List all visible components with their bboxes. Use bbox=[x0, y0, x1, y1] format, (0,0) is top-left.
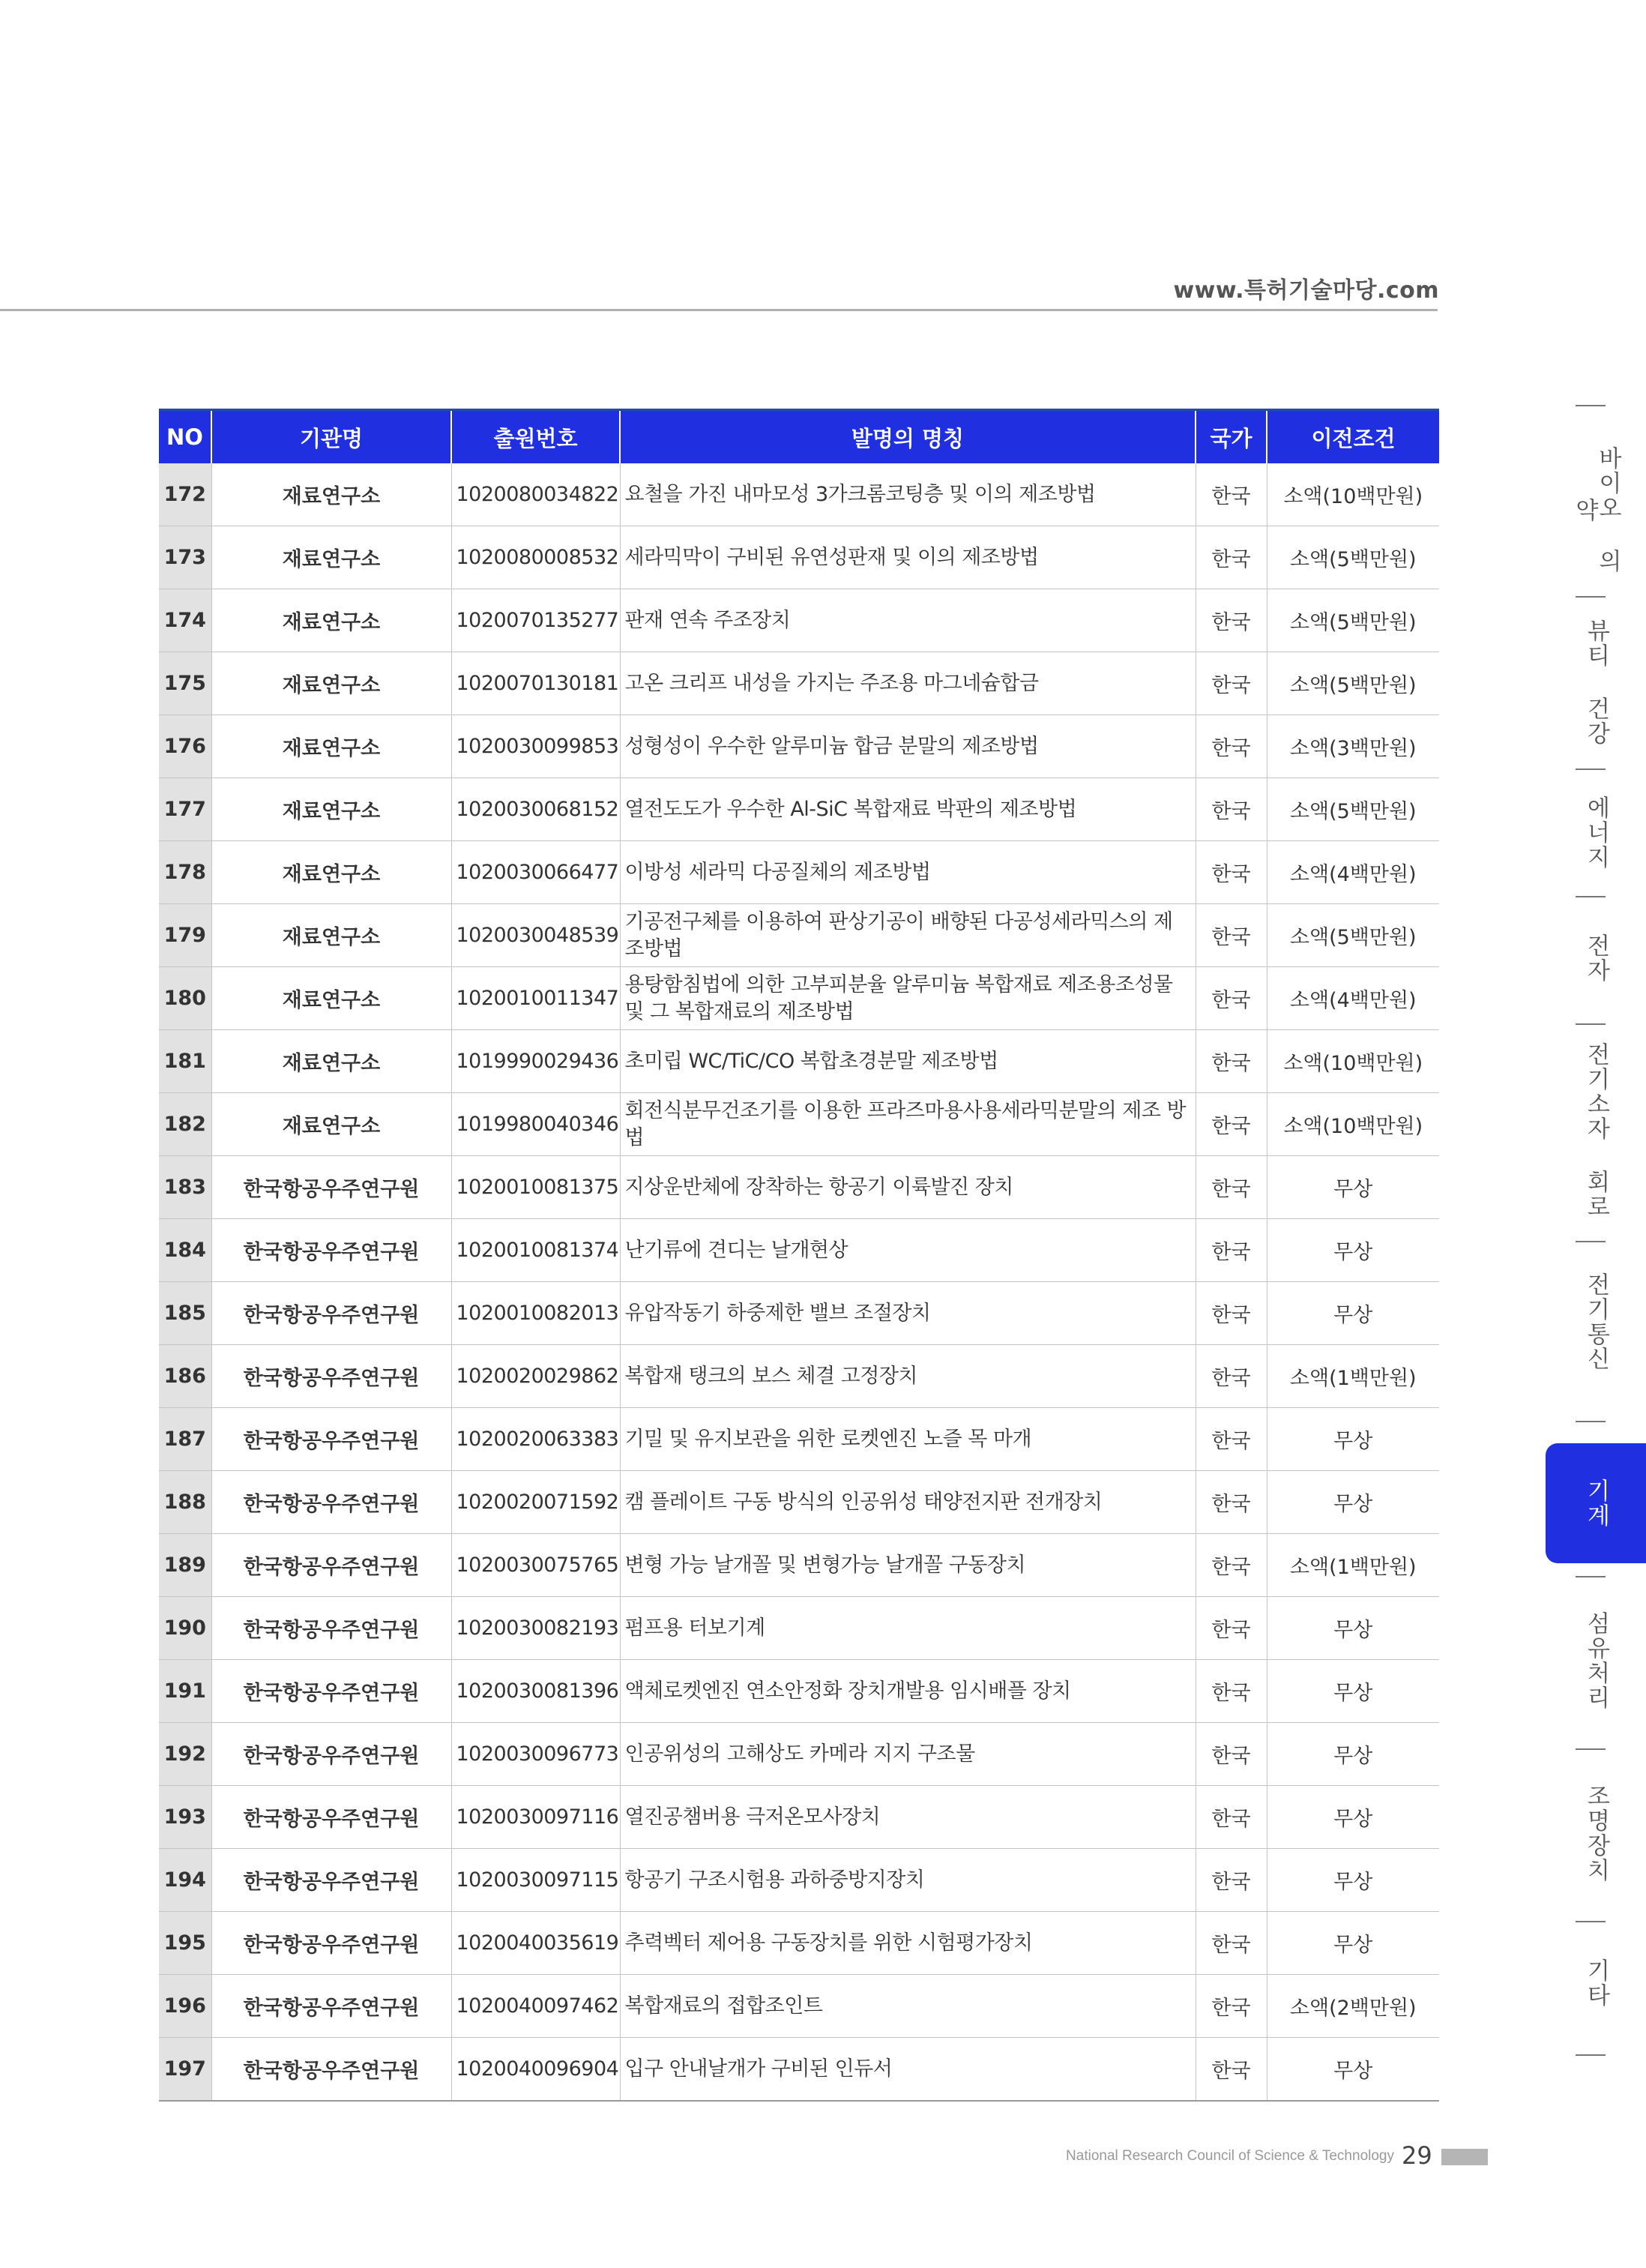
invention-title: 지상운반체에 장착하는 항공기 이륙발진 장치 bbox=[620, 1156, 1196, 1219]
application-number: 1020030068152 bbox=[451, 778, 620, 841]
invention-title: 항공기 구조시험용 과하중방지장치 bbox=[620, 1849, 1196, 1912]
table-row bbox=[159, 1849, 1439, 1912]
organization-name: 재료연구소 bbox=[211, 1030, 451, 1093]
transfer-condition: 무상 bbox=[1267, 2038, 1439, 2102]
header-divider bbox=[0, 309, 1438, 311]
invention-title: 복합재 탱크의 보스 체결 고정장치 bbox=[620, 1345, 1196, 1408]
transfer-condition: 무상 bbox=[1267, 1156, 1439, 1219]
organization-name: 한국항공우주연구원 bbox=[211, 1408, 451, 1471]
table-row bbox=[159, 2038, 1439, 2102]
organization-name: 재료연구소 bbox=[211, 589, 451, 652]
invention-title: 판재 연속 주조장치 bbox=[620, 589, 1196, 652]
table-row bbox=[159, 1093, 1439, 1156]
application-number: 1020030066477 bbox=[451, 841, 620, 904]
country: 한국 bbox=[1196, 1030, 1267, 1093]
invention-title: 캠 플레이트 구동 방식의 인공위성 태양전지판 전개장치 bbox=[620, 1471, 1196, 1534]
table-row bbox=[159, 1345, 1439, 1408]
row-number: 177 bbox=[159, 778, 211, 841]
row-number: 176 bbox=[159, 715, 211, 778]
country: 한국 bbox=[1196, 1282, 1267, 1345]
side-nav-label: 전자 bbox=[1582, 933, 1610, 983]
table-row bbox=[159, 1975, 1439, 2038]
country: 한국 bbox=[1196, 841, 1267, 904]
table-row bbox=[159, 526, 1439, 589]
transfer-condition: 소액(5백만원) bbox=[1267, 526, 1439, 589]
application-number: 1020040035619 bbox=[451, 1912, 620, 1975]
application-number: 1020030097116 bbox=[451, 1786, 620, 1849]
transfer-condition: 소액(5백만원) bbox=[1267, 904, 1439, 967]
invention-title: 펌프용 터보기계 bbox=[620, 1597, 1196, 1660]
row-number: 193 bbox=[159, 1786, 211, 1849]
table-row bbox=[159, 904, 1439, 967]
category-side-nav bbox=[1546, 405, 1646, 2099]
row-number: 175 bbox=[159, 652, 211, 715]
site-url[interactable]: www.특허기술마당.com bbox=[1173, 277, 1439, 304]
side-nav-label: 섬유처리 bbox=[1582, 1611, 1610, 1710]
country: 한국 bbox=[1196, 526, 1267, 589]
country: 한국 bbox=[1196, 2038, 1267, 2102]
application-number: 1019980040346 bbox=[451, 1093, 620, 1156]
column-header-application-number: 출원번호 bbox=[451, 410, 620, 464]
organization-name: 한국항공우주연구원 bbox=[211, 1723, 451, 1786]
organization-name: 한국항공우주연구원 bbox=[211, 1786, 451, 1849]
invention-title: 요철을 가진 내마모성 3가크롬코팅층 및 이의 제조방법 bbox=[620, 463, 1196, 526]
application-number: 1020030081396 bbox=[451, 1660, 620, 1723]
side-nav-label: 조명장치 bbox=[1582, 1784, 1610, 1883]
table-row bbox=[159, 1030, 1439, 1093]
invention-title: 세라믹막이 구비된 유연성판재 및 이의 제조방법 bbox=[620, 526, 1196, 589]
nav-divider bbox=[1576, 768, 1606, 770]
country: 한국 bbox=[1196, 1975, 1267, 2038]
table-row bbox=[159, 652, 1439, 715]
organization-name: 한국항공우주연구원 bbox=[211, 1219, 451, 1282]
application-number: 1020010011347 bbox=[451, 967, 620, 1030]
nav-divider bbox=[1576, 1921, 1606, 1922]
table-row bbox=[159, 1282, 1439, 1345]
invention-title: 열진공챔버용 극저온모사장치 bbox=[620, 1786, 1196, 1849]
organization-name: 한국항공우주연구원 bbox=[211, 1597, 451, 1660]
organization-name: 한국항공우주연구원 bbox=[211, 1471, 451, 1534]
side-nav-item[interactable] bbox=[1546, 1251, 1646, 1393]
transfer-condition: 소액(1백만원) bbox=[1267, 1534, 1439, 1597]
column-header-country: 국가 bbox=[1196, 410, 1267, 464]
country: 한국 bbox=[1196, 1912, 1267, 1975]
invention-title: 난기류에 견디는 날개현상 bbox=[620, 1219, 1196, 1282]
table-row bbox=[159, 1156, 1439, 1219]
row-number: 195 bbox=[159, 1912, 211, 1975]
invention-title: 회전식분무건조기를 이용한 프라즈마용사용세라믹분말의 제조 방법 bbox=[620, 1093, 1196, 1156]
side-nav-label: 기계 bbox=[1582, 1479, 1610, 1528]
country: 한국 bbox=[1196, 1597, 1267, 1660]
application-number: 1020030048539 bbox=[451, 904, 620, 967]
transfer-condition: 무상 bbox=[1267, 1471, 1439, 1534]
side-nav-item[interactable] bbox=[1546, 1758, 1646, 1908]
application-number: 1020020029862 bbox=[451, 1345, 620, 1408]
transfer-condition: 무상 bbox=[1267, 1597, 1439, 1660]
country: 한국 bbox=[1196, 1156, 1267, 1219]
row-number: 182 bbox=[159, 1093, 211, 1156]
side-nav-item[interactable] bbox=[1546, 906, 1646, 1011]
application-number: 1020040096904 bbox=[451, 2038, 620, 2102]
row-number: 173 bbox=[159, 526, 211, 589]
row-number: 189 bbox=[159, 1534, 211, 1597]
row-number: 191 bbox=[159, 1660, 211, 1723]
invention-title: 성형성이 우수한 알루미늄 합금 분말의 제조방법 bbox=[620, 715, 1196, 778]
organization-name: 재료연구소 bbox=[211, 715, 451, 778]
application-number: 1020070135277 bbox=[451, 589, 620, 652]
table-row bbox=[159, 715, 1439, 778]
table-row bbox=[159, 1597, 1439, 1660]
table-row bbox=[159, 1723, 1439, 1786]
table-row bbox=[159, 1534, 1439, 1597]
nav-divider bbox=[1576, 1023, 1606, 1025]
transfer-condition: 소액(1백만원) bbox=[1267, 1345, 1439, 1408]
column-header-no: NO bbox=[159, 410, 211, 464]
invention-title: 입구 안내날개가 구비된 인듀서 bbox=[620, 2038, 1196, 2102]
organization-name: 한국항공우주연구원 bbox=[211, 1975, 451, 2038]
side-nav-label: 전기통신 bbox=[1582, 1272, 1610, 1371]
transfer-condition: 무상 bbox=[1267, 1723, 1439, 1786]
country: 한국 bbox=[1196, 1723, 1267, 1786]
transfer-condition: 무상 bbox=[1267, 1660, 1439, 1723]
country: 한국 bbox=[1196, 1219, 1267, 1282]
application-number: 1019990029436 bbox=[451, 1030, 620, 1093]
transfer-condition: 무상 bbox=[1267, 1912, 1439, 1975]
organization-name: 한국항공우주연구원 bbox=[211, 1345, 451, 1408]
patent-table bbox=[159, 409, 1439, 2102]
country: 한국 bbox=[1196, 1849, 1267, 1912]
country: 한국 bbox=[1196, 1534, 1267, 1597]
row-number: 192 bbox=[159, 1723, 211, 1786]
table-row bbox=[159, 589, 1439, 652]
footer-organization: National Research Council of Science & Technology bbox=[1066, 2148, 1394, 2164]
organization-name: 한국항공우주연구원 bbox=[211, 1156, 451, 1219]
country: 한국 bbox=[1196, 778, 1267, 841]
country: 한국 bbox=[1196, 715, 1267, 778]
organization-name: 재료연구소 bbox=[211, 967, 451, 1030]
nav-divider bbox=[1576, 1576, 1606, 1577]
organization-name: 한국항공우주연구원 bbox=[211, 1849, 451, 1912]
application-number: 1020030082193 bbox=[451, 1597, 620, 1660]
application-number: 1020010081374 bbox=[451, 1219, 620, 1282]
country: 한국 bbox=[1196, 904, 1267, 967]
country: 한국 bbox=[1196, 967, 1267, 1030]
country: 한국 bbox=[1196, 1660, 1267, 1723]
country: 한국 bbox=[1196, 463, 1267, 526]
organization-name: 한국항공우주연구원 bbox=[211, 1660, 451, 1723]
nav-divider bbox=[1576, 1241, 1606, 1242]
application-number: 1020030096773 bbox=[451, 1723, 620, 1786]
row-number: 187 bbox=[159, 1408, 211, 1471]
side-nav-item[interactable] bbox=[1546, 1586, 1646, 1736]
transfer-condition: 소액(5백만원) bbox=[1267, 778, 1439, 841]
country: 한국 bbox=[1196, 589, 1267, 652]
table-row bbox=[159, 1219, 1439, 1282]
side-nav-item[interactable] bbox=[1546, 1033, 1646, 1228]
transfer-condition: 무상 bbox=[1267, 1219, 1439, 1282]
row-number: 185 bbox=[159, 1282, 211, 1345]
row-number: 180 bbox=[159, 967, 211, 1030]
page-number: 29 bbox=[1402, 2141, 1432, 2170]
transfer-condition: 소액(2백만원) bbox=[1267, 1975, 1439, 2038]
organization-name: 재료연구소 bbox=[211, 526, 451, 589]
table-row bbox=[159, 1912, 1439, 1975]
application-number: 1020020063383 bbox=[451, 1408, 620, 1471]
invention-title: 변형 가능 날개꼴 및 변형가능 날개꼴 구동장치 bbox=[620, 1534, 1196, 1597]
country: 한국 bbox=[1196, 1345, 1267, 1408]
application-number: 1020030097115 bbox=[451, 1849, 620, 1912]
invention-title: 열전도도가 우수한 Al-SiC 복합재료 박판의 제조방법 bbox=[620, 778, 1196, 841]
invention-title: 초미립 WC/TiC/CO 복합초경분말 제조방법 bbox=[620, 1030, 1196, 1093]
table-row bbox=[159, 1471, 1439, 1534]
organization-name: 재료연구소 bbox=[211, 904, 451, 967]
nav-divider bbox=[1576, 896, 1606, 897]
application-number: 1020020071592 bbox=[451, 1471, 620, 1534]
side-nav-label: 바이오 의약 bbox=[1571, 446, 1621, 574]
row-number: 179 bbox=[159, 904, 211, 967]
application-number: 1020030099853 bbox=[451, 715, 620, 778]
transfer-condition: 무상 bbox=[1267, 1786, 1439, 1849]
application-number: 1020080008532 bbox=[451, 526, 620, 589]
row-number: 188 bbox=[159, 1471, 211, 1534]
transfer-condition: 소액(10백만원) bbox=[1267, 1093, 1439, 1156]
side-nav-item[interactable] bbox=[1546, 435, 1646, 585]
transfer-condition: 소액(10백만원) bbox=[1267, 1030, 1439, 1093]
transfer-condition: 무상 bbox=[1267, 1408, 1439, 1471]
organization-name: 한국항공우주연구원 bbox=[211, 1282, 451, 1345]
row-number: 184 bbox=[159, 1219, 211, 1282]
row-number: 174 bbox=[159, 589, 211, 652]
invention-title: 기밀 및 유지보관을 위한 로켓엔진 노즐 목 마개 bbox=[620, 1408, 1196, 1471]
row-number: 194 bbox=[159, 1849, 211, 1912]
application-number: 1020010081375 bbox=[451, 1156, 620, 1219]
application-number: 1020010082013 bbox=[451, 1282, 620, 1345]
country: 한국 bbox=[1196, 1471, 1267, 1534]
invention-title: 고온 크리프 내성을 가지는 주조용 마그네슘합금 bbox=[620, 652, 1196, 715]
page-number-bar bbox=[1441, 2149, 1488, 2165]
invention-title: 추력벡터 제어용 구동장치를 위한 시험평가장치 bbox=[620, 1912, 1196, 1975]
organization-name: 한국항공우주연구원 bbox=[211, 2038, 451, 2102]
side-nav-item[interactable] bbox=[1546, 1443, 1646, 1563]
transfer-condition: 소액(5백만원) bbox=[1267, 589, 1439, 652]
transfer-condition: 소액(10백만원) bbox=[1267, 463, 1439, 526]
row-number: 196 bbox=[159, 1975, 211, 2038]
table-row bbox=[159, 841, 1439, 904]
row-number: 186 bbox=[159, 1345, 211, 1408]
side-nav-label: 기타 bbox=[1582, 1958, 1610, 2008]
transfer-condition: 무상 bbox=[1267, 1282, 1439, 1345]
row-number: 172 bbox=[159, 463, 211, 526]
country: 한국 bbox=[1196, 1408, 1267, 1471]
side-nav-item[interactable] bbox=[1546, 1931, 1646, 2036]
invention-title: 용탕함침법에 의한 고부피분율 알루미늄 복합재료 제조용조성물 및 그 복합재료의 제조방법 bbox=[620, 967, 1196, 1030]
row-number: 190 bbox=[159, 1597, 211, 1660]
application-number: 1020080034822 bbox=[451, 463, 620, 526]
nav-divider bbox=[1576, 1748, 1606, 1750]
transfer-condition: 소액(4백만원) bbox=[1267, 841, 1439, 904]
transfer-condition: 소액(3백만원) bbox=[1267, 715, 1439, 778]
nav-divider bbox=[1576, 1421, 1606, 1422]
table-row bbox=[159, 1660, 1439, 1723]
side-nav-label: 에너지 bbox=[1582, 795, 1610, 870]
country: 한국 bbox=[1196, 1093, 1267, 1156]
application-number: 1020030075765 bbox=[451, 1534, 620, 1597]
invention-title: 기공전구체를 이용하여 판상기공이 배향된 다공성세라믹스의 제조방법 bbox=[620, 904, 1196, 967]
table-row bbox=[159, 463, 1439, 526]
transfer-condition: 무상 bbox=[1267, 1849, 1439, 1912]
row-number: 197 bbox=[159, 2038, 211, 2102]
nav-divider bbox=[1576, 405, 1606, 406]
organization-name: 한국항공우주연구원 bbox=[211, 1534, 451, 1597]
organization-name: 재료연구소 bbox=[211, 463, 451, 526]
organization-name: 재료연구소 bbox=[211, 652, 451, 715]
country: 한국 bbox=[1196, 652, 1267, 715]
invention-title: 복합재료의 접합조인트 bbox=[620, 1975, 1196, 2038]
invention-title: 액체로켓엔진 연소안정화 장치개발용 임시배플 장치 bbox=[620, 1660, 1196, 1723]
column-header-transfer-condition: 이전조건 bbox=[1267, 410, 1439, 464]
side-nav-label: 뷰티 건강 bbox=[1582, 619, 1610, 746]
side-nav-item[interactable] bbox=[1546, 780, 1646, 885]
transfer-condition: 소액(5백만원) bbox=[1267, 652, 1439, 715]
application-number: 1020070130181 bbox=[451, 652, 620, 715]
side-nav-item[interactable] bbox=[1546, 607, 1646, 757]
transfer-condition: 소액(4백만원) bbox=[1267, 967, 1439, 1030]
organization-name: 한국항공우주연구원 bbox=[211, 1912, 451, 1975]
organization-name: 재료연구소 bbox=[211, 778, 451, 841]
table-row bbox=[159, 1786, 1439, 1849]
row-number: 183 bbox=[159, 1156, 211, 1219]
invention-title: 인공위성의 고해상도 카메라 지지 구조물 bbox=[620, 1723, 1196, 1786]
nav-divider bbox=[1576, 596, 1606, 598]
country: 한국 bbox=[1196, 1786, 1267, 1849]
nav-divider bbox=[1576, 2054, 1606, 2056]
column-header-org: 기관명 bbox=[211, 410, 451, 464]
row-number: 178 bbox=[159, 841, 211, 904]
application-number: 1020040097462 bbox=[451, 1975, 620, 2038]
row-number: 181 bbox=[159, 1030, 211, 1093]
table-row bbox=[159, 967, 1439, 1030]
table-row bbox=[159, 778, 1439, 841]
organization-name: 재료연구소 bbox=[211, 1093, 451, 1156]
organization-name: 재료연구소 bbox=[211, 841, 451, 904]
invention-title: 유압작동기 하중제한 밸브 조절장치 bbox=[620, 1282, 1196, 1345]
side-nav-label: 전기소자 회로 bbox=[1582, 1042, 1610, 1219]
column-header-invention-title: 발명의 명칭 bbox=[620, 410, 1196, 464]
table-row bbox=[159, 1408, 1439, 1471]
invention-title: 이방성 세라믹 다공질체의 제조방법 bbox=[620, 841, 1196, 904]
table-header-row bbox=[159, 410, 1439, 464]
